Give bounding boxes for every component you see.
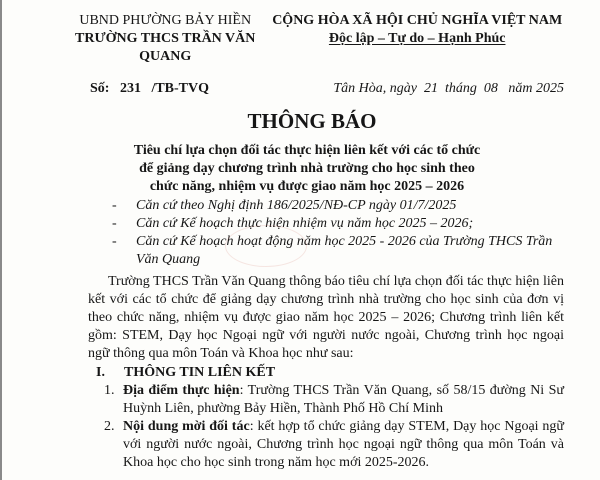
page-edge bbox=[0, 0, 2, 480]
document-header bbox=[60, 12, 564, 66]
basis-item bbox=[136, 233, 564, 269]
basis-item-cont: Văn Quang bbox=[136, 252, 201, 267]
basis-item: Căn cứ theo Nghị định 186/2025/NĐ-CP ngày 01/7/2025 bbox=[136, 198, 457, 213]
bullet-dash: - bbox=[112, 234, 117, 249]
issuer-block bbox=[60, 12, 270, 66]
subtitle-line: để giảng dạy chương trình nhà trường cho học sinh theo bbox=[139, 161, 475, 176]
body-line: chức năng, nhiệm vụ được giao năm học 2025 – 2026; Chương trình liên kết gồm: bbox=[88, 310, 565, 343]
national-title: CỘNG HÒA XÃ HỘI CHỦ NGHĨA VIỆT NAM bbox=[272, 13, 563, 28]
document-date: Tân Hòa, ngày 21 tháng 08 năm 2025 bbox=[333, 81, 564, 96]
basis-row bbox=[112, 233, 564, 269]
number-value: 231 bbox=[119, 81, 141, 96]
basis-list bbox=[112, 197, 564, 269]
subtitle-line: Tiêu chí lựa chọn đối tác thực hiện liên kết với các tổ chức bbox=[133, 143, 481, 158]
basis-item-text: Căn cứ Kế hoạch hoạt động năm học 2025 - 2026 của Trường THCS Trần bbox=[136, 234, 553, 249]
subtitle-line: chức năng, nhiệm vụ được giao năm học 2025 – 2026 bbox=[149, 179, 465, 194]
body-line: kết với các tổ chức để giảng dạy chương trình nhà trường cho học sinh của đơn vị theo bbox=[88, 292, 564, 325]
number-label: Số: bbox=[90, 81, 110, 96]
subtitle bbox=[60, 142, 564, 196]
document-meta bbox=[60, 80, 564, 98]
agency-name: UBND PHƯỜNG BẢY HIỀN bbox=[79, 13, 252, 28]
section-heading: THÔNG TIN LIÊN KẾT bbox=[124, 365, 276, 380]
item-text: : Trường THCS Trần Văn Quang, số 58/15 đường Ni Sư bbox=[239, 383, 564, 398]
national-block bbox=[270, 12, 564, 66]
body-paragraph bbox=[60, 273, 564, 363]
item-number: 2. bbox=[104, 419, 115, 434]
item-label: Địa điểm thực hiện bbox=[123, 383, 240, 398]
document-number bbox=[90, 80, 209, 98]
body-line: STEM, Dạy học Ngoại ngữ với người nước ngoài, Chương trình học ngoại ngữ thông bbox=[88, 328, 565, 361]
item-text: với người nước ngoài, Chương trình học ngoại ngữ thông qua môn Toán và bbox=[123, 437, 564, 452]
section-item bbox=[60, 382, 564, 418]
item-text: Huỳnh Liên, phường Bảy Hiền, Thành Phố Hồ Chí Minh bbox=[123, 401, 443, 416]
national-motto: Độc lập – Tự do – Hạnh Phúc bbox=[328, 31, 506, 46]
item-label: Nội dung mời đối tác bbox=[123, 419, 250, 434]
item-text-block bbox=[123, 382, 564, 418]
section-item bbox=[60, 418, 564, 472]
document-title: THÔNG BÁO bbox=[247, 109, 377, 133]
body-line: qua môn Toán và Khoa học như sau: bbox=[148, 346, 354, 361]
body-line: Trường THCS Trần Văn Quang thông báo tiêu chí lựa chọn đối tác thực hiện liên bbox=[108, 274, 564, 289]
bullet-dash: - bbox=[112, 198, 117, 213]
item-text: Khoa học cho học sinh trong năm học mới 2025-2026. bbox=[123, 455, 430, 470]
bullet-dash: - bbox=[112, 216, 117, 231]
number-suffix: /TB-TVQ bbox=[151, 81, 210, 96]
basis-row bbox=[112, 197, 564, 215]
item-text-block bbox=[123, 418, 564, 472]
item-text: : kết hợp tổ chức giảng dạy STEM, Dạy học Ngoại ngữ bbox=[249, 419, 565, 434]
basis-row bbox=[112, 215, 564, 233]
school-name: TRƯỜNG THCS TRẦN VĂN QUANG bbox=[75, 31, 256, 64]
section-header bbox=[60, 364, 564, 382]
item-number: 1. bbox=[104, 383, 115, 398]
section-numeral: I. bbox=[96, 365, 105, 380]
basis-item: Căn cứ Kế hoạch thực hiện nhiệm vụ năm học 2025 – 2026; bbox=[136, 216, 474, 231]
